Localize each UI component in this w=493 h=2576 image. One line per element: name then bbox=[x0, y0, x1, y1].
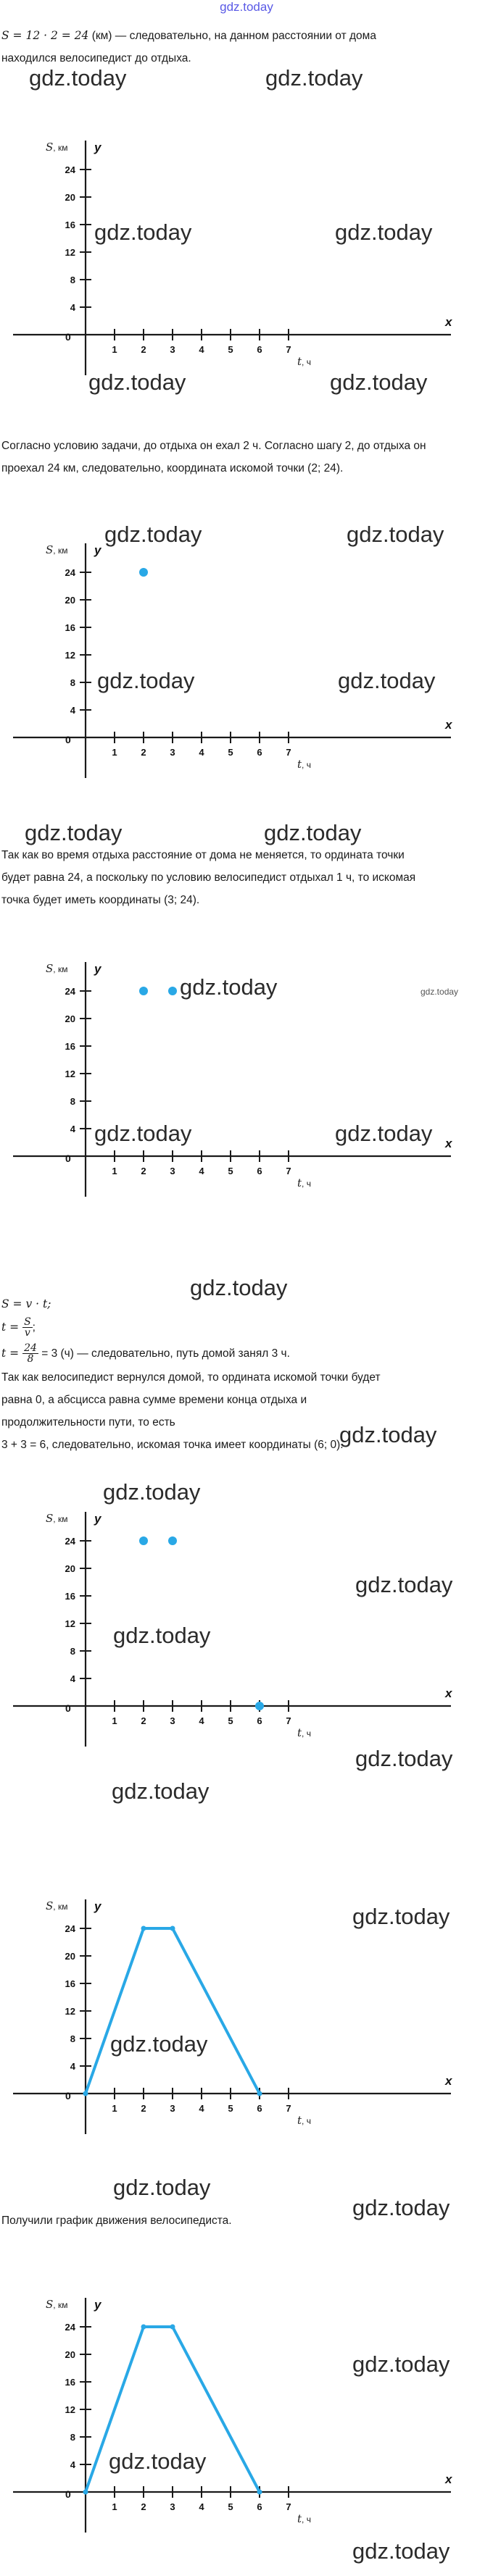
x-tick-label: 6 bbox=[257, 344, 262, 355]
watermark: gdz.today bbox=[338, 668, 436, 693]
watermark: gdz.today bbox=[113, 2175, 211, 2200]
data-point bbox=[170, 2325, 175, 2330]
x-tick-label: 4 bbox=[199, 747, 204, 758]
x-axis-title: t, ч bbox=[297, 2114, 311, 2127]
text-line: (км) — следовательно, на данном расстоянии от дома bbox=[88, 30, 376, 42]
x-tick-label: 2 bbox=[141, 1715, 146, 1726]
y-tick-label: 20 bbox=[65, 1563, 75, 1574]
x-axis-letter: x bbox=[445, 1137, 452, 1150]
formula-rest: = 3 (ч) — следовательно, путь домой занял 3 ч. bbox=[38, 1347, 290, 1360]
y-tick-label: 24 bbox=[65, 567, 75, 578]
formula-lhs: t = bbox=[1, 1347, 23, 1360]
watermark: gdz.today bbox=[112, 1778, 210, 1804]
y-axis-letter: y bbox=[94, 543, 102, 557]
y-axis-title: S, км bbox=[46, 962, 68, 975]
watermark: gdz.today bbox=[339, 1422, 437, 1447]
x-tick-label: 2 bbox=[141, 2501, 146, 2512]
x-tick-label: 7 bbox=[286, 2501, 291, 2512]
text-line: Согласно условию задачи, до отдыха он ехал 2 ч. Согласно шагу 2, до отдыха он bbox=[1, 440, 426, 452]
data-point bbox=[141, 2325, 146, 2330]
watermark: gdz.today bbox=[264, 820, 362, 845]
x-tick-label: 7 bbox=[286, 1715, 291, 1726]
text-line: Так как велосипедист вернулся домой, то ордината искомой точки будет bbox=[1, 1371, 381, 1384]
y-tick-label: 8 bbox=[70, 275, 75, 285]
y-tick-label: 8 bbox=[70, 2033, 75, 2044]
y-axis-letter: y bbox=[94, 1899, 102, 1913]
y-tick-label: 16 bbox=[65, 1041, 75, 1052]
x-tick-label: 6 bbox=[257, 1715, 262, 1726]
y-tick-label: 24 bbox=[65, 164, 75, 175]
series-line bbox=[86, 1928, 260, 2094]
y-tick-label: 20 bbox=[65, 1951, 75, 1962]
data-point bbox=[139, 987, 148, 995]
data-point bbox=[255, 1702, 264, 1710]
y-tick-label: 16 bbox=[65, 622, 75, 633]
x-axis-letter: x bbox=[445, 1686, 452, 1700]
data-point bbox=[139, 1536, 148, 1545]
watermark: gdz.today bbox=[180, 974, 278, 1000]
watermark: gdz.today bbox=[94, 219, 192, 245]
formula-line: S = v · t; bbox=[1, 1297, 51, 1310]
text-line: проехал 24 км, следовательно, координата искомой точки (2; 24). bbox=[1, 462, 344, 474]
y-tick-label: 20 bbox=[65, 595, 75, 606]
x-tick-label: 5 bbox=[228, 1166, 233, 1176]
y-tick-label: 8 bbox=[70, 1646, 75, 1657]
y-axis-letter: y bbox=[94, 962, 102, 976]
text-block-3 bbox=[1, 844, 492, 911]
y-tick-label: 12 bbox=[65, 1618, 75, 1629]
x-tick-label: 3 bbox=[170, 2103, 175, 2114]
x-axis-letter: x bbox=[445, 2074, 452, 2088]
fraction bbox=[22, 1317, 33, 1338]
y-tick-label: 4 bbox=[70, 1124, 75, 1134]
watermark: gdz.today bbox=[352, 1904, 450, 1929]
watermark: gdz.today bbox=[352, 2538, 450, 2564]
watermark: gdz.today bbox=[88, 369, 186, 395]
watermark: gdz.today bbox=[265, 65, 363, 91]
y-tick-label: 20 bbox=[65, 1013, 75, 1024]
x-tick-label: 6 bbox=[257, 2501, 262, 2512]
x-tick-label: 6 bbox=[257, 747, 262, 758]
watermark: gdz.today bbox=[355, 1746, 453, 1771]
x-tick-label: 6 bbox=[257, 2103, 262, 2114]
data-point bbox=[257, 2490, 262, 2495]
watermark: gdz.today bbox=[355, 1572, 453, 1597]
watermark: gdz.today bbox=[110, 2031, 208, 2057]
x-tick-label: 1 bbox=[112, 1166, 117, 1176]
data-point bbox=[83, 2091, 88, 2096]
text-block-2 bbox=[1, 435, 492, 480]
text-line: равна 0, а абсцисса равна сумме времени конца отдыха и bbox=[1, 1394, 307, 1406]
x-tick-label: 1 bbox=[112, 2501, 117, 2512]
data-point bbox=[168, 987, 177, 995]
y-tick-label: 24 bbox=[65, 1923, 75, 1934]
y-axis-title: S, км bbox=[46, 1899, 68, 1912]
x-tick-label: 6 bbox=[257, 1166, 262, 1176]
y-tick-label: 16 bbox=[65, 1978, 75, 1989]
y-axis-title: S, км bbox=[46, 141, 68, 154]
x-tick-label: 5 bbox=[228, 747, 233, 758]
y-axis-title: S, км bbox=[46, 1512, 68, 1525]
watermark: gdz.today bbox=[113, 1623, 211, 1648]
y-tick-label: 4 bbox=[70, 302, 75, 313]
x-tick-label: 5 bbox=[228, 2501, 233, 2512]
x-tick-label: 5 bbox=[228, 1715, 233, 1726]
x-tick-label: 4 bbox=[199, 344, 204, 355]
watermark: gdz.today bbox=[190, 1275, 288, 1300]
watermark: gdz.today bbox=[29, 65, 127, 91]
x-axis-letter: x bbox=[445, 315, 452, 329]
x-tick-label: 3 bbox=[170, 2501, 175, 2512]
y-tick-label: 8 bbox=[70, 677, 75, 688]
x-axis-title: t, ч bbox=[297, 1176, 311, 1189]
y-tick-label: 12 bbox=[65, 650, 75, 661]
origin-label: 0 bbox=[65, 2090, 71, 2102]
watermark: gdz.today bbox=[335, 219, 433, 245]
x-tick-label: 2 bbox=[141, 1166, 146, 1176]
x-tick-label: 5 bbox=[228, 344, 233, 355]
chart-6 bbox=[0, 2246, 493, 2572]
x-tick-label: 4 bbox=[199, 2103, 204, 2114]
watermark: gdz.today bbox=[347, 522, 444, 547]
x-tick-label: 2 bbox=[141, 2103, 146, 2114]
watermark: gdz.today bbox=[103, 1479, 201, 1505]
x-tick-label: 2 bbox=[141, 344, 146, 355]
y-tick-label: 16 bbox=[65, 219, 75, 230]
x-axis-title: t, ч bbox=[297, 355, 311, 368]
formula-line bbox=[1, 1340, 492, 1366]
y-tick-label: 12 bbox=[65, 247, 75, 258]
fraction bbox=[22, 1343, 38, 1364]
x-axis-title: t, ч bbox=[297, 2512, 311, 2525]
denominator: v bbox=[24, 1327, 30, 1339]
x-axis-title: t, ч bbox=[297, 758, 311, 771]
y-axis-title: S, км bbox=[46, 2298, 68, 2311]
text-line: находился велосипедист до отдыха. bbox=[1, 52, 191, 64]
x-tick-label: 7 bbox=[286, 1166, 291, 1176]
formula-lhs: t = bbox=[1, 1321, 23, 1334]
origin-label: 0 bbox=[65, 331, 71, 343]
y-tick-label: 20 bbox=[65, 2349, 75, 2360]
watermark: gdz.today bbox=[25, 820, 123, 845]
numerator: 24 bbox=[24, 1342, 37, 1355]
x-tick-label: 3 bbox=[170, 344, 175, 355]
watermark: gdz.today bbox=[104, 522, 202, 547]
data-point bbox=[257, 2091, 262, 2096]
text-line: продолжительности пути, то есть bbox=[1, 1416, 175, 1429]
x-tick-label: 5 bbox=[228, 2103, 233, 2114]
watermark: gdz.today bbox=[109, 2449, 207, 2474]
y-tick-label: 20 bbox=[65, 192, 75, 203]
y-tick-label: 24 bbox=[65, 2322, 75, 2333]
x-axis-letter: x bbox=[445, 2472, 452, 2486]
text-line: Получили график движения велосипедиста. bbox=[1, 2215, 232, 2227]
y-tick-label: 16 bbox=[65, 2377, 75, 2388]
x-tick-label: 3 bbox=[170, 747, 175, 758]
x-axis-letter: x bbox=[445, 718, 452, 732]
origin-label: 0 bbox=[65, 734, 71, 745]
y-tick-label: 24 bbox=[65, 1536, 75, 1547]
y-axis-letter: y bbox=[94, 1512, 102, 1526]
formula-end: ; bbox=[32, 1321, 36, 1334]
x-tick-label: 4 bbox=[199, 1166, 204, 1176]
chart-3 bbox=[0, 926, 493, 1230]
site-title[interactable]: gdz.today bbox=[220, 0, 273, 14]
y-axis-letter: y bbox=[94, 2298, 102, 2312]
x-tick-label: 1 bbox=[112, 1715, 117, 1726]
y-tick-label: 8 bbox=[70, 2432, 75, 2443]
y-tick-label: 4 bbox=[70, 1673, 75, 1684]
numerator: S bbox=[24, 1316, 31, 1329]
formula-line bbox=[1, 1314, 492, 1340]
y-tick-label: 12 bbox=[65, 2404, 75, 2415]
watermark: gdz.today bbox=[352, 2195, 450, 2220]
data-point bbox=[83, 2490, 88, 2495]
watermark: gdz.today bbox=[94, 1121, 192, 1146]
y-tick-label: 4 bbox=[70, 2459, 75, 2470]
x-tick-label: 4 bbox=[199, 1715, 204, 1726]
origin-label: 0 bbox=[65, 2488, 71, 2500]
x-tick-label: 3 bbox=[170, 1715, 175, 1726]
watermark: gdz.today bbox=[352, 2351, 450, 2377]
x-tick-label: 1 bbox=[112, 2103, 117, 2114]
x-tick-label: 7 bbox=[286, 2103, 291, 2114]
y-tick-label: 8 bbox=[70, 1096, 75, 1107]
watermark: gdz.today bbox=[335, 1121, 433, 1146]
text-block-1 bbox=[1, 25, 492, 70]
data-point bbox=[168, 1536, 177, 1545]
y-axis-letter: y bbox=[94, 141, 102, 154]
text-line: 3 + 3 = 6, следовательно, искомая точка имеет координаты (6; 0). bbox=[1, 1439, 344, 1451]
data-point bbox=[170, 1926, 175, 1931]
text-line: Так как во время отдыха расстояние от дома не меняется, то ордината точки bbox=[1, 849, 405, 861]
y-tick-label: 4 bbox=[70, 705, 75, 716]
watermark: gdz.today bbox=[330, 369, 428, 395]
y-tick-label: 16 bbox=[65, 1591, 75, 1602]
y-axis-title: S, км bbox=[46, 543, 68, 556]
text-line: точка будет иметь координаты (3; 24). bbox=[1, 894, 200, 906]
y-tick-label: 4 bbox=[70, 2061, 75, 2072]
x-tick-label: 3 bbox=[170, 1166, 175, 1176]
y-tick-label: 24 bbox=[65, 986, 75, 997]
text-line: будет равна 24, а поскольку по условию велосипедист отдыхал 1 ч, то искомая bbox=[1, 871, 416, 884]
watermark: gdz.today bbox=[97, 668, 195, 693]
x-tick-label: 2 bbox=[141, 747, 146, 758]
data-point bbox=[141, 1926, 146, 1931]
x-axis-title: t, ч bbox=[297, 1726, 311, 1739]
x-tick-label: 4 bbox=[199, 2501, 204, 2512]
origin-label: 0 bbox=[65, 1702, 71, 1714]
watermark: gdz.today bbox=[420, 987, 459, 997]
formula-s: S = 12 · 2 = 24 bbox=[1, 29, 89, 42]
x-tick-label: 7 bbox=[286, 344, 291, 355]
x-tick-label: 7 bbox=[286, 747, 291, 758]
y-tick-label: 12 bbox=[65, 1069, 75, 1079]
x-tick-label: 1 bbox=[112, 747, 117, 758]
x-tick-label: 1 bbox=[112, 344, 117, 355]
data-point bbox=[139, 568, 148, 577]
denominator: 8 bbox=[27, 1353, 34, 1366]
y-tick-label: 12 bbox=[65, 2006, 75, 2017]
origin-label: 0 bbox=[65, 1153, 71, 1164]
